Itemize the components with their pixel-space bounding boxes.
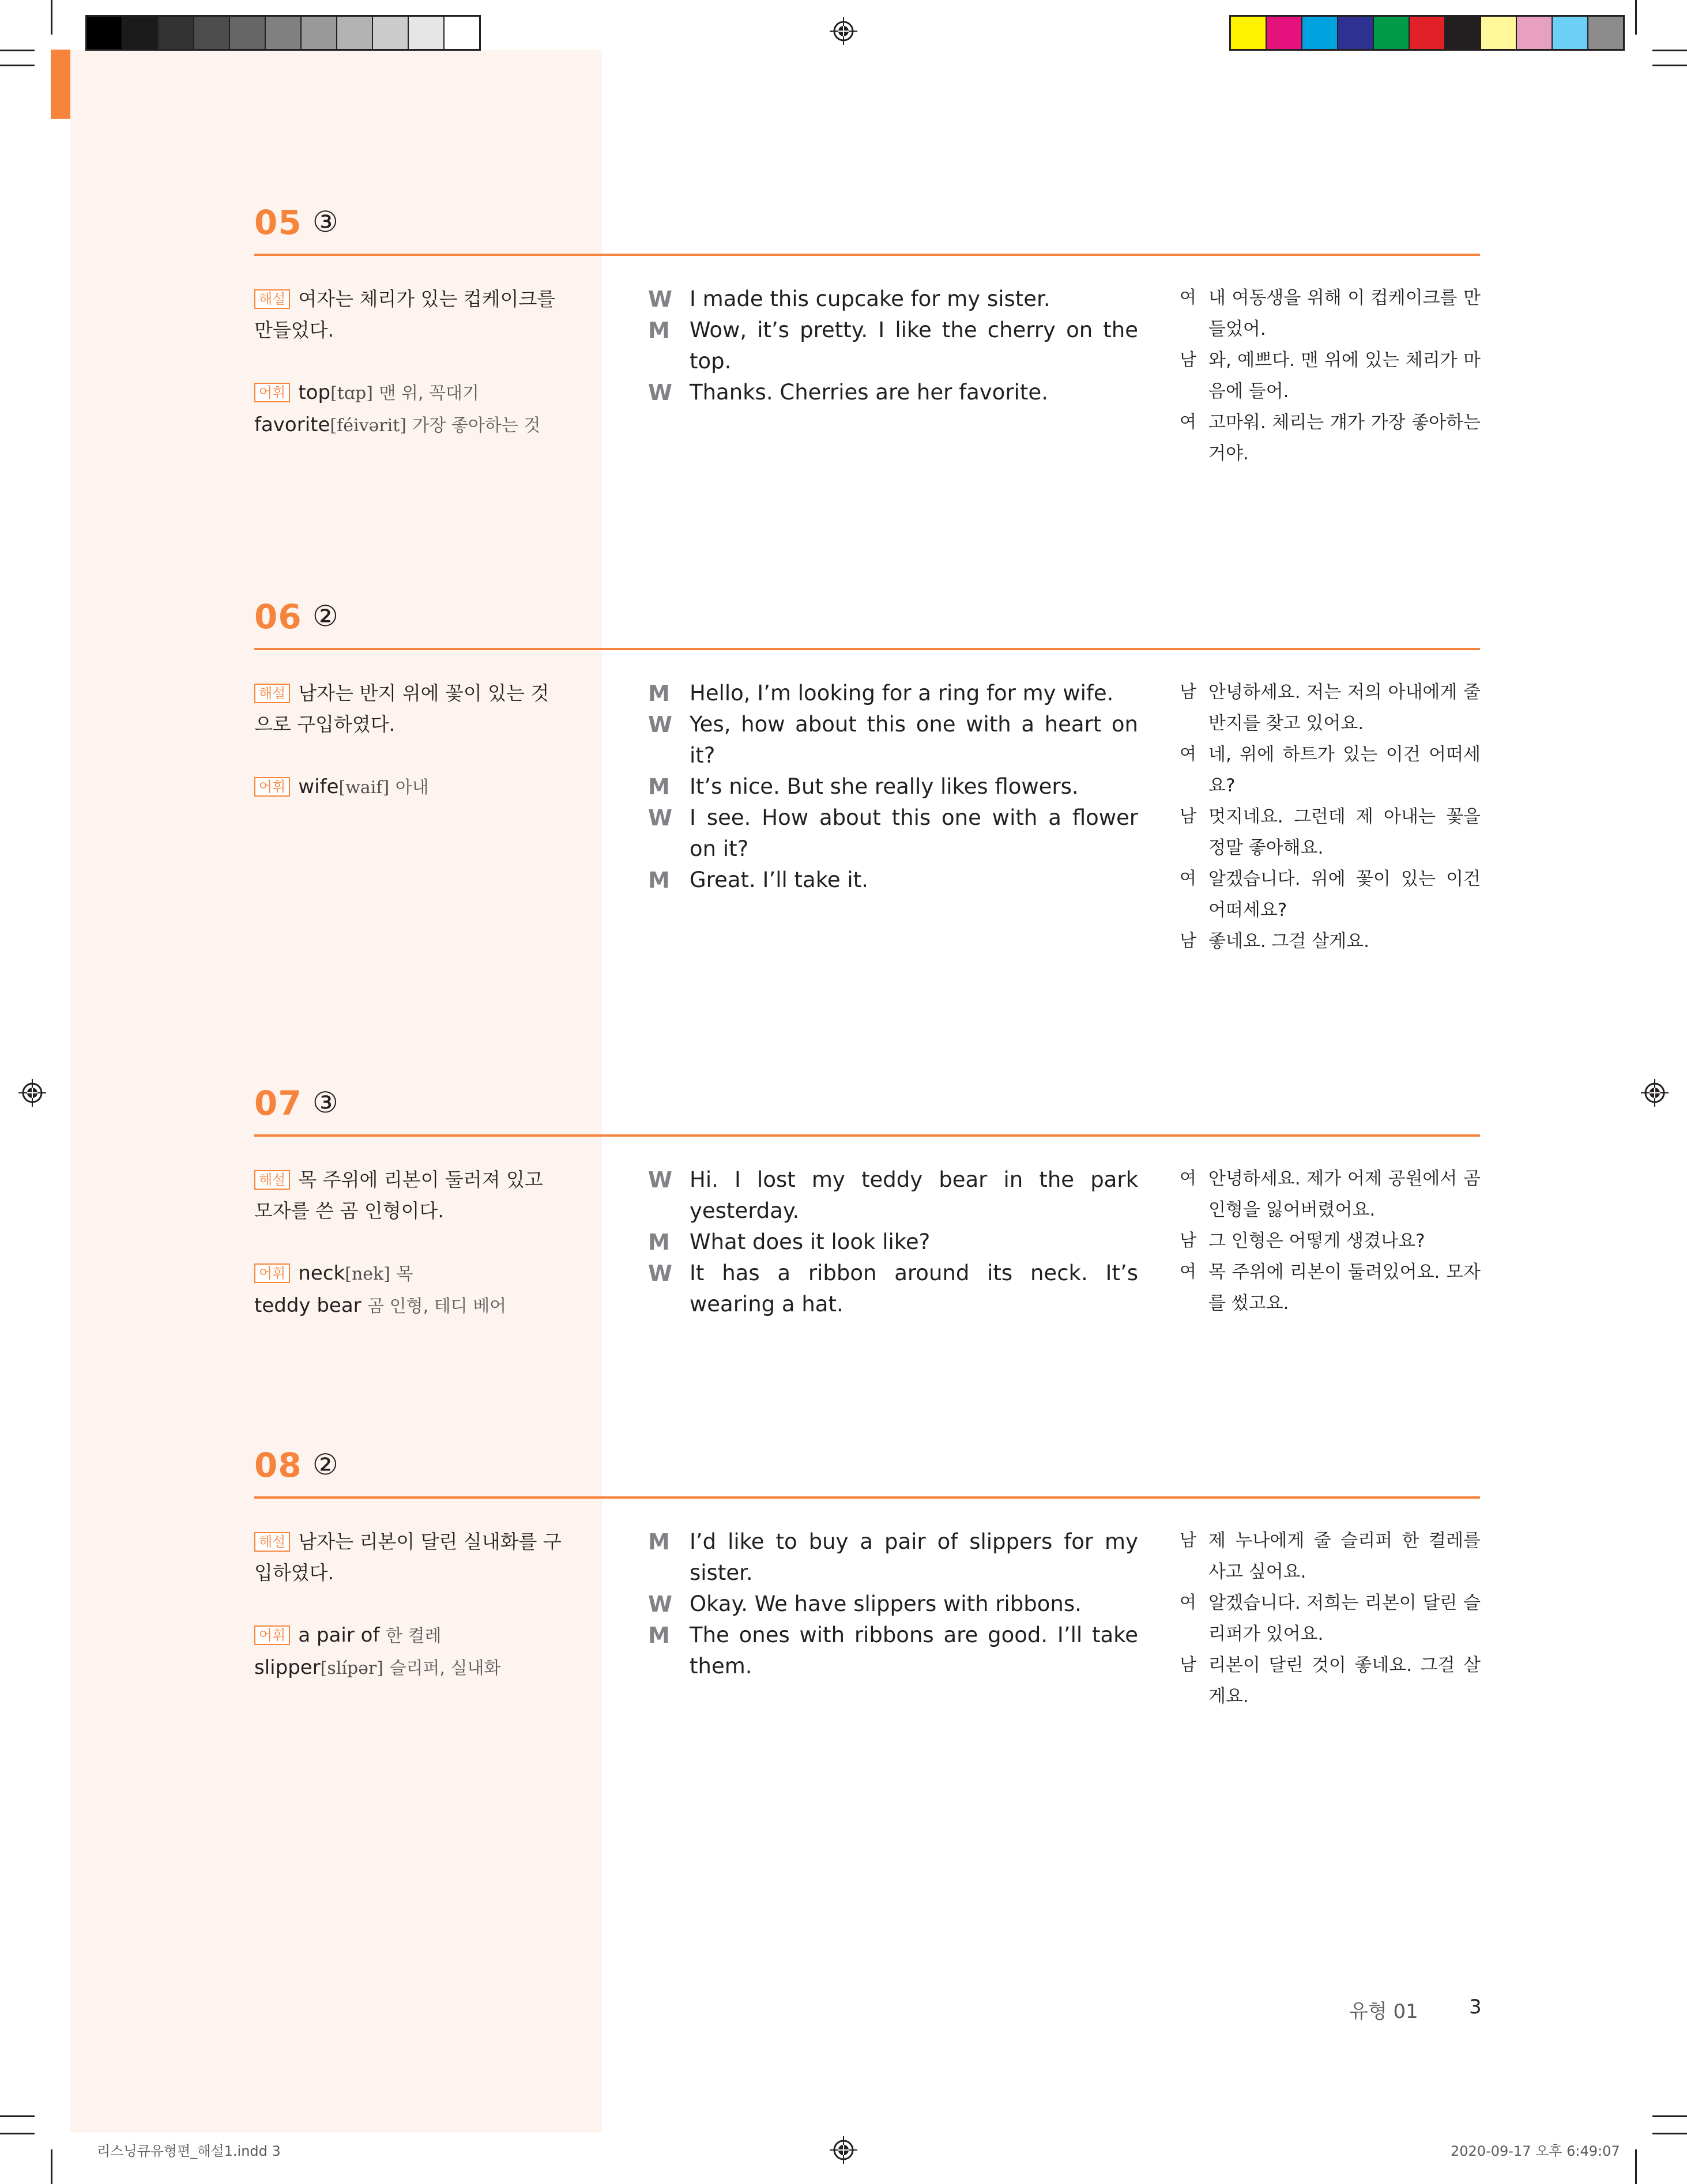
crop-mark <box>1635 2149 1637 2184</box>
vocab-pronunciation: [tɑp] <box>330 383 373 403</box>
speaker-label: M <box>648 1229 670 1255</box>
explanation-tag: 해설 <box>254 289 290 309</box>
dialog-line <box>648 377 1138 408</box>
section-label: 유형 01 <box>1349 2000 1418 2023</box>
vocab-item <box>254 377 566 409</box>
dialog-text: I’d like to buy a pair of slippers for my sister. <box>690 1529 1138 1585</box>
explanation-tag: 해설 <box>254 1170 290 1190</box>
dialog-line <box>648 1620 1138 1682</box>
color-swatch <box>123 17 159 49</box>
color-swatch <box>445 17 479 49</box>
explanation-block <box>254 678 566 804</box>
dialog-text: Okay. We have slippers with ribbons. <box>690 1591 1082 1616</box>
translation-text: 알겠습니다. 위에 꽃이 있는 이건 어떠세요? <box>1208 869 1481 921</box>
translation-line <box>1180 739 1481 801</box>
explanation <box>254 1164 566 1227</box>
translation-line <box>1180 801 1481 863</box>
explanation-text: 남자는 반지 위에 꽃이 있는 것으로 구입하였다. <box>254 682 549 735</box>
question-answer: ③ <box>312 205 338 239</box>
vocab-word: neck <box>298 1262 345 1285</box>
translation-line <box>1180 345 1481 407</box>
print-date-slug: 2020-09-17 오후 6:49:07 <box>1451 2143 1620 2159</box>
dialog-script <box>648 1526 1138 1682</box>
question-number: 05 <box>254 203 302 242</box>
dialog-text: Hello, I’m looking for a ring for my wife. <box>690 681 1114 706</box>
explanation-block <box>254 284 566 442</box>
translation-text: 와, 예쁘다. 맨 위에 있는 체리가 마음에 들어. <box>1208 350 1481 402</box>
crop-mark <box>1652 65 1687 66</box>
vocab-item <box>254 1652 566 1684</box>
crop-mark <box>1652 50 1687 51</box>
speaker-label: W <box>648 712 672 737</box>
explanation-tag: 해설 <box>254 1532 290 1552</box>
crop-mark <box>0 2115 35 2117</box>
color-swatch <box>1481 17 1517 49</box>
color-swatch <box>87 17 123 49</box>
speaker-label: M <box>648 867 670 893</box>
explanation <box>254 284 566 346</box>
translation-line <box>1180 1163 1481 1225</box>
explanation-tag: 해설 <box>254 684 290 703</box>
translation-text: 리본이 달린 것이 좋네요. 그걸 살게요. <box>1208 1655 1481 1707</box>
dialog-line <box>648 771 1138 802</box>
dialog-line <box>648 802 1138 865</box>
dialog-text: I see. How about this one with a flower on it? <box>690 805 1138 861</box>
translation-speaker: 남 <box>1180 1655 1196 1675</box>
dialog-script <box>648 1164 1138 1320</box>
translation-block <box>1180 1525 1481 1712</box>
dialog-script <box>648 284 1138 408</box>
color-swatch <box>1588 17 1623 49</box>
vocab-tag: 어휘 <box>254 777 290 797</box>
translation-line <box>1180 407 1481 469</box>
translation-line <box>1180 1225 1481 1257</box>
color-swatch <box>1231 17 1267 49</box>
vocab-item <box>254 1620 566 1652</box>
question-answer: ② <box>312 1448 338 1481</box>
translation-speaker: 남 <box>1180 931 1196 951</box>
translation-speaker: 여 <box>1180 288 1196 308</box>
color-swatch <box>409 17 445 49</box>
explanation-block <box>254 1164 566 1322</box>
vocab-word: wife <box>298 775 339 798</box>
vocab-word: favorite <box>254 413 330 436</box>
dialog-line <box>648 1227 1138 1258</box>
section-divider <box>254 254 1480 256</box>
dialog-text: Great. I’ll take it. <box>690 867 868 892</box>
translation-block <box>1180 1163 1481 1319</box>
dialog-line <box>648 1589 1138 1620</box>
vocab-word: a pair of <box>298 1624 380 1647</box>
speaker-label: W <box>648 286 672 312</box>
vocab-pronunciation: [waif] <box>338 778 390 798</box>
vocab-word: slipper <box>254 1656 321 1679</box>
color-swatch <box>1374 17 1410 49</box>
registration-mark-icon <box>18 1079 46 1107</box>
vocab-pronunciation: [slípər] <box>320 1658 383 1678</box>
dialog-line <box>648 315 1138 377</box>
translation-speaker: 남 <box>1180 682 1196 702</box>
translation-speaker: 여 <box>1180 1168 1196 1189</box>
translation-line <box>1180 282 1481 345</box>
translation-text: 안녕하세요. 저는 저의 아내에게 줄 반지를 찾고 있어요. <box>1208 682 1481 734</box>
question-number: 06 <box>254 597 302 636</box>
dialog-line <box>648 1526 1138 1589</box>
speaker-label: W <box>648 380 672 405</box>
translation-block <box>1180 282 1481 469</box>
speaker-label: M <box>648 681 670 706</box>
vocab-item <box>254 771 566 804</box>
translation-line <box>1180 1650 1481 1712</box>
question-number: 07 <box>254 1084 302 1123</box>
translation-line <box>1180 677 1481 739</box>
speaker-label: W <box>648 1167 672 1193</box>
section-divider <box>254 648 1480 650</box>
vocab-meaning: 가장 좋아하는 것 <box>412 416 541 436</box>
color-swatch <box>1445 17 1481 49</box>
translation-text: 알겠습니다. 저희는 리본이 달린 슬리퍼가 있어요. <box>1208 1593 1481 1644</box>
speaker-label: W <box>648 1261 672 1286</box>
vocab-item <box>254 409 566 442</box>
speaker-label: M <box>648 774 670 799</box>
translation-text: 내 여동생을 위해 이 컵케이크를 만들었어. <box>1208 288 1481 340</box>
section-tab-marker <box>51 50 70 119</box>
color-swatch <box>266 17 302 49</box>
translation-speaker: 여 <box>1180 744 1196 764</box>
dialog-text: Wow, it’s pretty. I like the cherry on the top. <box>690 318 1138 374</box>
vocab-meaning: 한 켤레 <box>385 1626 442 1646</box>
translation-line <box>1180 1257 1481 1319</box>
color-swatch <box>1267 17 1302 49</box>
color-swatch <box>302 17 337 49</box>
translation-speaker: 남 <box>1180 806 1196 827</box>
translation-line <box>1180 863 1481 926</box>
crop-mark <box>51 2149 52 2184</box>
dialog-text: What does it look like? <box>690 1229 931 1254</box>
vocab-item <box>254 1290 566 1322</box>
speaker-label: W <box>648 1591 672 1617</box>
dialog-text: I made this cupcake for my sister. <box>690 286 1050 311</box>
translation-text: 목 주위에 리본이 둘려있어요. 모자를 썼고요. <box>1208 1262 1481 1314</box>
translation-line <box>1180 1587 1481 1650</box>
section-divider <box>254 1496 1480 1499</box>
vocab-tag: 어휘 <box>254 383 290 402</box>
translation-speaker: 남 <box>1180 1231 1196 1251</box>
translation-text: 안녕하세요. 제가 어제 공원에서 곰 인형을 잃어버렸어요. <box>1208 1168 1481 1220</box>
vocab-item <box>254 1258 566 1290</box>
translation-text: 그 인형은 어떻게 생겼나요? <box>1208 1231 1425 1251</box>
dialog-text: The ones with ribbons are good. I’ll take them. <box>690 1623 1138 1678</box>
speaker-label: M <box>648 318 670 343</box>
color-swatch <box>1338 17 1374 49</box>
dialog-script <box>648 678 1138 896</box>
translation-speaker: 남 <box>1180 350 1196 370</box>
dialog-text: It has a ribbon around its neck. It’s wearing a hat. <box>690 1261 1138 1317</box>
registration-mark-icon <box>830 17 857 45</box>
dialog-line <box>648 284 1138 315</box>
question-number: 08 <box>254 1446 302 1485</box>
process-color-bar <box>1229 15 1625 51</box>
dialog-line <box>648 678 1138 709</box>
translation-speaker: 여 <box>1180 1262 1196 1282</box>
translation-text: 고마워. 체리는 걔가 가장 좋아하는 거야. <box>1208 412 1481 464</box>
color-swatch <box>1553 17 1588 49</box>
dialog-line <box>648 709 1138 771</box>
translation-speaker: 여 <box>1180 1593 1196 1613</box>
crop-mark <box>0 65 35 66</box>
section-divider <box>254 1134 1480 1137</box>
color-swatch <box>159 17 194 49</box>
crop-mark <box>1652 2133 1687 2134</box>
vocab-meaning: 슬리퍼, 실내화 <box>389 1658 501 1678</box>
translation-speaker: 여 <box>1180 412 1196 432</box>
dialog-text: Hi. I lost my teddy bear in the park yesterday. <box>690 1167 1138 1223</box>
vocab-meaning: 아내 <box>395 778 429 798</box>
file-slug: 리스닝큐유형편_해설1.indd 3 <box>97 2143 281 2159</box>
speaker-label: M <box>648 1529 670 1555</box>
dialog-line <box>648 1258 1138 1320</box>
translation-speaker: 남 <box>1180 1530 1196 1551</box>
explanation-block <box>254 1526 566 1684</box>
crop-mark <box>1652 2115 1687 2117</box>
explanation-text: 목 주위에 리본이 둘러져 있고 모자를 쓴 곰 인형이다. <box>254 1168 543 1222</box>
vocab-word: top <box>298 381 331 404</box>
color-swatch <box>1517 17 1553 49</box>
translation-line <box>1180 1525 1481 1587</box>
translation-line <box>1180 926 1481 957</box>
translation-block <box>1180 677 1481 957</box>
color-swatch <box>373 17 409 49</box>
question-answer: ③ <box>312 1086 338 1119</box>
vocab-tag: 어휘 <box>254 1625 290 1645</box>
registration-mark-icon <box>830 2136 857 2164</box>
crop-mark <box>51 0 52 35</box>
vocab-meaning: 곰 인형, 테디 베어 <box>367 1296 507 1317</box>
dialog-line <box>648 865 1138 896</box>
vocab-meaning: 목 <box>396 1264 413 1284</box>
registration-mark-icon <box>1641 1079 1669 1107</box>
vocab-word: teddy bear <box>254 1294 362 1317</box>
explanation-text: 여자는 체리가 있는 컵케이크를 만들었다. <box>254 288 556 341</box>
grayscale-color-bar <box>85 15 481 51</box>
dialog-line <box>648 1164 1138 1227</box>
translation-speaker: 여 <box>1180 869 1196 889</box>
vocab-meaning: 맨 위, 꼭대기 <box>379 383 479 403</box>
color-swatch <box>1410 17 1445 49</box>
crop-mark <box>0 50 35 51</box>
translation-text: 네, 위에 하트가 있는 이건 어떠세요? <box>1208 744 1481 796</box>
color-swatch <box>230 17 266 49</box>
vocab-pronunciation: [féivərit] <box>330 416 406 436</box>
color-swatch <box>1302 17 1338 49</box>
dialog-text: It’s nice. But she really likes flowers. <box>690 774 1079 799</box>
translation-text: 좋네요. 그걸 살게요. <box>1208 931 1369 952</box>
explanation <box>254 678 566 740</box>
vocab-pronunciation: [nek] <box>345 1264 390 1284</box>
speaker-label: W <box>648 805 672 831</box>
explanation-text: 남자는 리본이 달린 실내화를 구입하였다. <box>254 1530 562 1584</box>
translation-text: 멋지네요. 그런데 제 아내는 꽃을 정말 좋아해요. <box>1208 806 1481 858</box>
dialog-text: Thanks. Cherries are her favorite. <box>690 380 1048 405</box>
page-number: 3 <box>1469 1996 1482 2019</box>
color-swatch <box>194 17 230 49</box>
translation-text: 제 누나에게 줄 슬리퍼 한 켤레를 사고 싶어요. <box>1208 1530 1481 1582</box>
dialog-text: Yes, how about this one with a heart on it? <box>690 712 1138 768</box>
explanation <box>254 1526 566 1589</box>
vocab-tag: 어휘 <box>254 1263 290 1283</box>
speaker-label: M <box>648 1623 670 1648</box>
color-swatch <box>337 17 373 49</box>
crop-mark <box>1635 0 1637 35</box>
question-answer: ② <box>312 599 338 633</box>
crop-mark <box>0 2133 35 2134</box>
